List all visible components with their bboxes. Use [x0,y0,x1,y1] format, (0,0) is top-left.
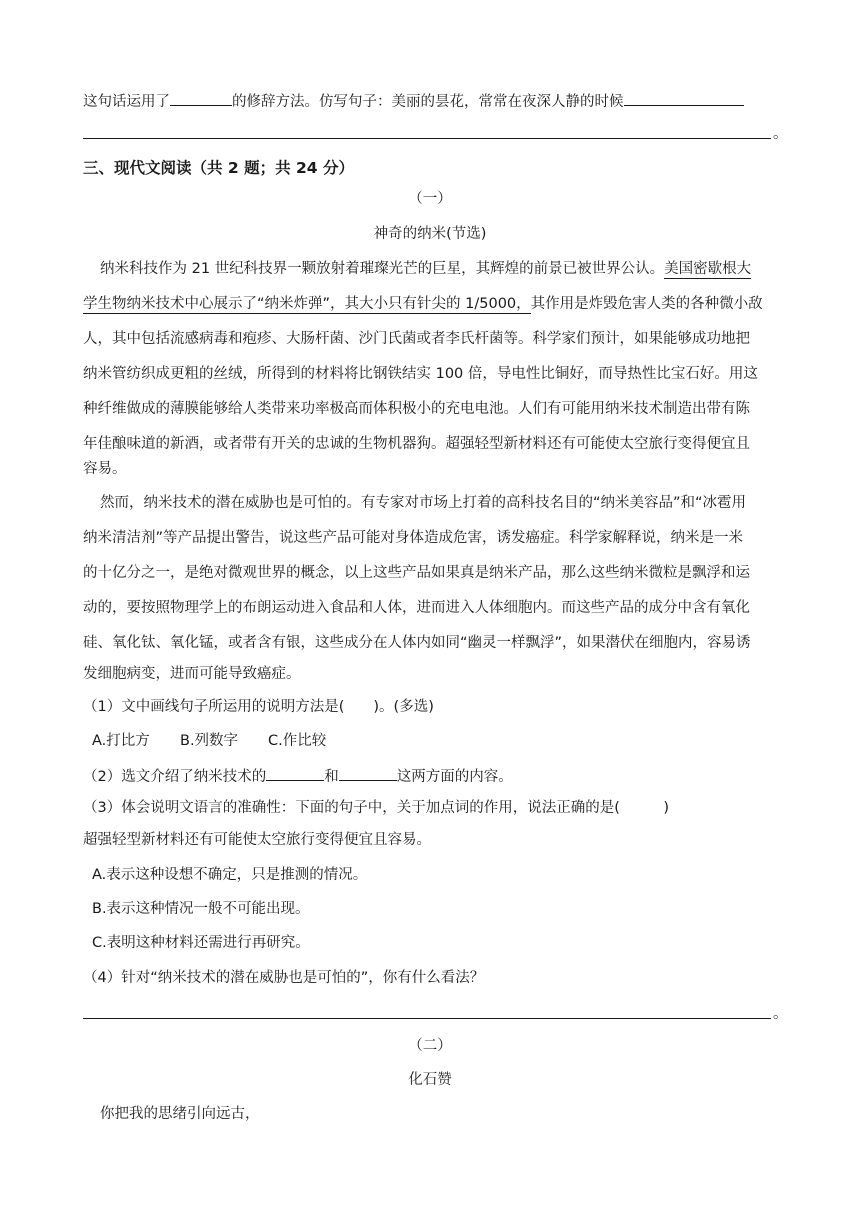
question-1: （1）文中画线句子所运用的说明方法是( )。(多选) [83,699,434,715]
option-b[interactable]: B.列数字 [180,733,239,749]
paragraph-line: 然而，纳米技术的潜在威胁也是可怕的。有专家对市场上打着的高科技名目的“纳米美容品”和“冰雹用 [100,495,747,511]
paragraph-line: 人，其中包括流感病毒和疱疹、大肠杆菌、沙门氏菌或者李氏杆菌等。科学家们预计，如果能够成功地把 [83,331,750,347]
rhetoric-question [83,90,744,112]
paragraph-line: 发细胞病变，进而可能导致癌症。 [83,666,301,682]
section-heading: 三、现代文阅读（共 2 题；共 24 分） [83,159,354,177]
period-mark: 。 [773,126,788,142]
part-number: （二） [408,1038,452,1054]
question-2 [83,765,513,787]
paragraph-line: 的十亿分之一，是绝对微观世界的概念，以上这些产品如果真是纳米产品，那么这些纳米微粒是飘浮和运 [83,565,750,581]
question-3-option-b[interactable]: B.表示这种情况一般不可能出现。 [92,901,310,917]
question-3-option-a[interactable]: A.表示这种设想不确定，只是推测的情况。 [92,867,368,883]
question-3-option-c[interactable]: C.表明这种材料还需进行再研究。 [92,935,310,951]
paragraph-line: 容易。 [83,461,127,477]
poem-title: 化石赞 [408,1072,452,1088]
paragraph-line [100,259,751,279]
question-3-sentence: 超强轻型新材料还有可能使太空旅行变得便宜且容易。 [83,832,431,848]
part-number: （一） [408,191,452,207]
answer-blank[interactable] [170,90,232,106]
paragraph-line: 动的，要按照物理学上的布朗运动进入食品和人体，进而进入人体细胞内。而这些产品的成分中含有氧化 [83,600,750,616]
answer-line[interactable] [83,1018,771,1019]
rhetoric-question-text-b: 的修辞方法。仿写句子：美丽的昙花，常常在夜深人静的时候 [232,94,624,110]
question-1-options [92,731,326,751]
paragraph-text: 其作用是炸毁危害人类的各种微小敌 [530,296,763,312]
question-2-text-a: （2）选文介绍了纳米技术的 [83,769,267,785]
paragraph-line: 硅、氧化钛、氧化锰，或者含有银，这些成分在人体内如同“幽灵一样飘浮”，如果潜伏在细胞内，容易诱 [83,635,751,651]
question-2-text-c: 这两方面的内容。 [396,769,513,785]
paragraph-text: 纳米科技作为 21 世纪科技界一颗放射着璀璨光芒的巨星，其辉煌的前景已被世界公认。 [100,261,665,277]
answer-blank[interactable] [624,90,744,106]
answer-blank[interactable] [266,765,324,781]
period-mark: 。 [773,1006,788,1022]
rhetoric-question-text-a: 这句话运用了 [83,94,170,110]
paragraph-line: 种纤维做成的薄膜能够给人类带来功率极高而体积极小的充电电池。人们有可能用纳米技术制造出带有陈 [83,401,750,417]
question-2-text-b: 和 [324,769,339,785]
option-c[interactable]: C.作比较 [268,733,327,749]
answer-blank[interactable] [339,765,397,781]
question-3: （3）体会说明文语言的准确性：下面的句子中，关于加点词的作用，说法正确的是( ) [83,800,670,816]
paragraph-line [83,294,763,314]
question-4: （4）针对“纳米技术的潜在威胁也是可怕的”，你有什么看法？ [83,970,485,986]
option-a[interactable]: A.打比方 [92,733,150,749]
paragraph-line: 纳米清洁剂”等产品提出警告，说这些产品可能对身体造成危害，诱发癌症。科学家解释说，纳米是一米 [83,530,744,546]
answer-line[interactable] [83,138,771,139]
paragraph-line: 年佳酿味道的新酒，或者带有开关的忠诚的生物机器狗。超强轻型新材料还有可能使太空旅行变得便宜且 [83,436,750,452]
underlined-sentence: 学生物纳米技术中心展示了“纳米炸弹”，其大小只有针尖的 1/5000， [83,296,531,312]
passage-title: 神奇的纳米(节选) [373,226,487,242]
poem-line: 你把我的思绪引向远古， [100,1106,260,1122]
underlined-sentence: 美国密歇根大 [664,261,752,277]
paragraph-line: 纳米管纺织成更粗的丝绒，所得到的材料将比钢铁结实 100 倍，导电性比铜好，而导热性比宝石好。用这 [83,366,758,382]
